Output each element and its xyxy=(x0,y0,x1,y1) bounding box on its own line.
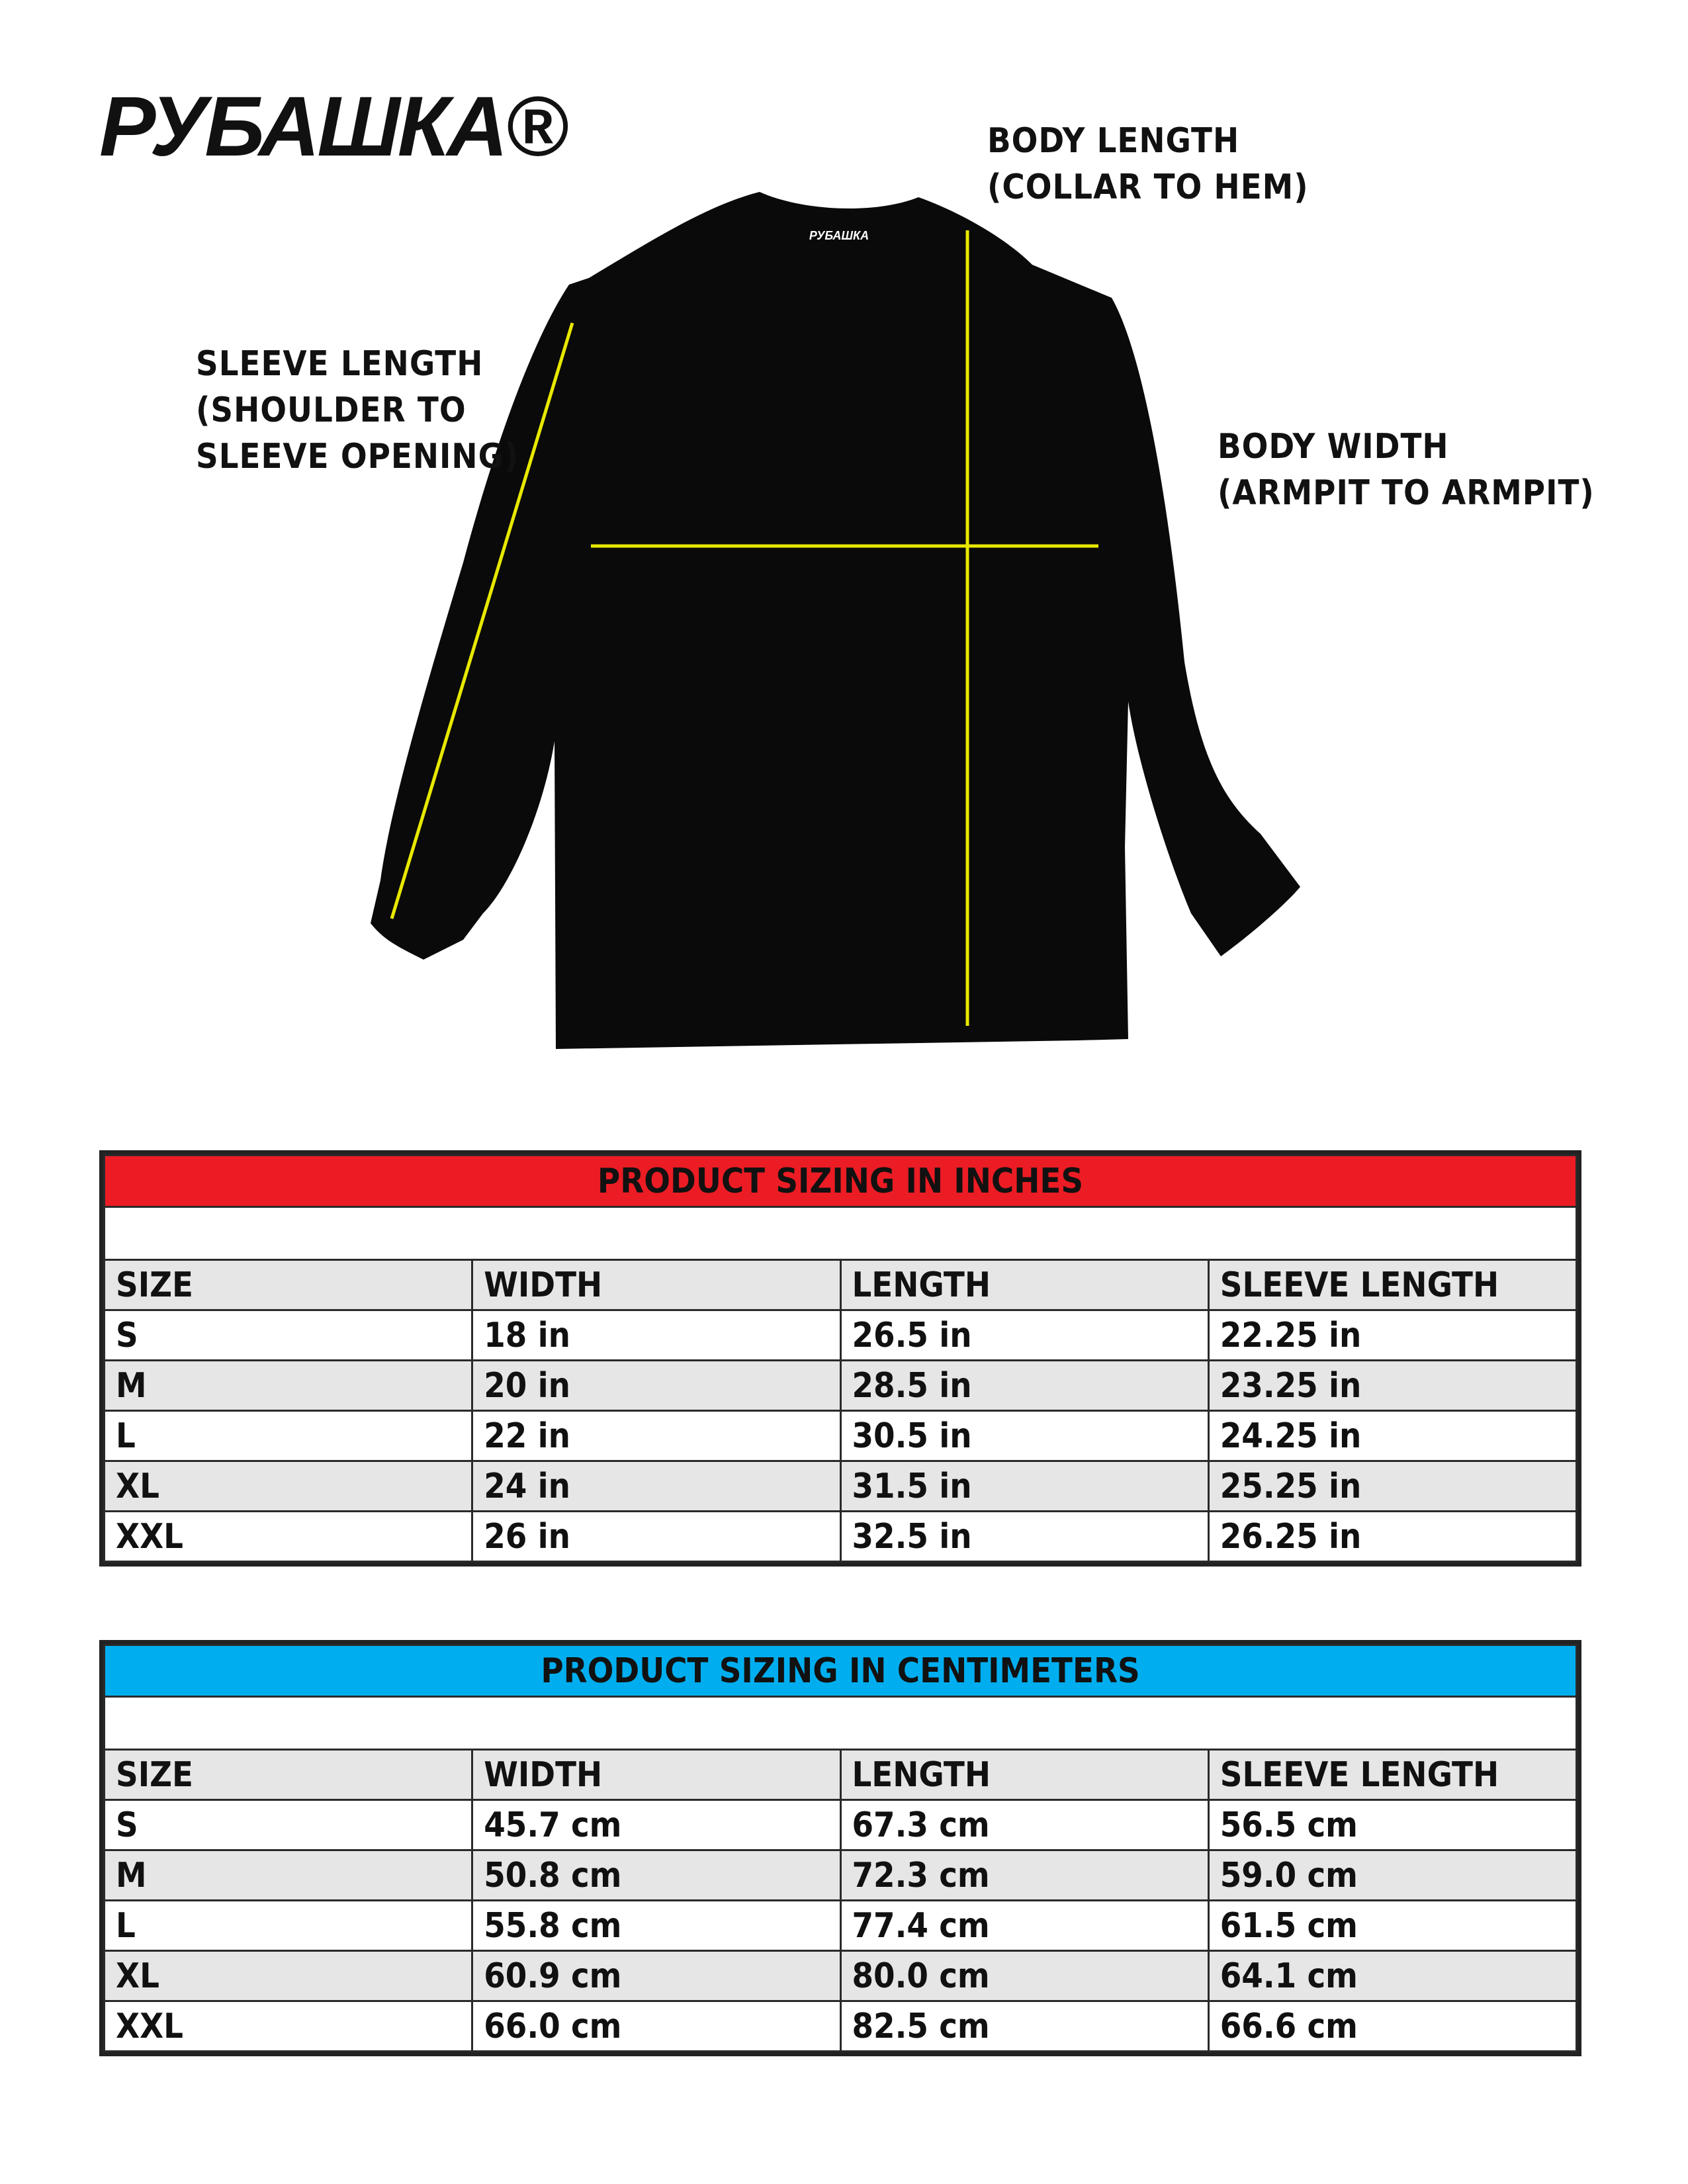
sleeve-cell: 59.0 cm xyxy=(1208,1850,1576,1901)
table-row xyxy=(105,1850,1577,1901)
width-cell: 45.7 cm xyxy=(472,1800,840,1850)
sleeve-cell: 26.25 in xyxy=(1208,1512,1576,1562)
sleeve-cell: 61.5 cm xyxy=(1208,1901,1576,1951)
table-row xyxy=(105,1310,1577,1361)
length-cell: 28.5 in xyxy=(840,1361,1208,1411)
table-row xyxy=(105,1461,1577,1512)
sleeve-cell: 22.25 in xyxy=(1208,1310,1576,1361)
width-cell: 66.0 cm xyxy=(472,2001,840,2052)
body-length-label xyxy=(987,118,1309,210)
width-cell: 26 in xyxy=(472,1512,840,1562)
width-cell: 20 in xyxy=(472,1361,840,1411)
size-cell: XXL xyxy=(105,2001,472,2052)
length-cell: 67.3 cm xyxy=(840,1800,1208,1850)
size-cell: XL xyxy=(105,1951,472,2001)
width-cell: 50.8 cm xyxy=(472,1850,840,1901)
sleeve-cell: 24.25 in xyxy=(1208,1411,1576,1461)
table-row xyxy=(105,1512,1577,1562)
brand-logo: РУБАШКА® xyxy=(99,79,566,174)
sleeve-cell: 66.6 cm xyxy=(1208,2001,1576,2052)
table-row xyxy=(105,2001,1577,2052)
width-cell: 18 in xyxy=(472,1310,840,1361)
size-cell: S xyxy=(105,1800,472,1850)
col-header-width: WIDTH xyxy=(472,1750,840,1800)
length-cell: 31.5 in xyxy=(840,1461,1208,1512)
sleeve-length-title: SLEEVE LENGTH xyxy=(196,344,484,384)
width-cell: 55.8 cm xyxy=(472,1901,840,1951)
body-length-note: (COLLAR TO HEM) xyxy=(987,167,1309,207)
inches-header-row xyxy=(105,1260,1577,1310)
table-row xyxy=(105,1800,1577,1850)
body-length-title: BODY LENGTH xyxy=(987,121,1240,161)
centimeters-spacer-row xyxy=(105,1697,1577,1750)
body-width-note: (ARMPIT TO ARMPIT) xyxy=(1218,473,1595,513)
sleeve-length-note-1: (SHOULDER TO xyxy=(196,390,466,430)
inches-table xyxy=(99,1150,1581,1567)
size-cell: M xyxy=(105,1850,472,1901)
col-header-size: SIZE xyxy=(105,1260,472,1310)
size-cell: S xyxy=(105,1310,472,1361)
width-cell: 24 in xyxy=(472,1461,840,1512)
size-cell: M xyxy=(105,1361,472,1411)
body-width-title: BODY WIDTH xyxy=(1218,427,1449,467)
length-cell: 32.5 in xyxy=(840,1512,1208,1562)
col-header-sleeve-length: SLEEVE LENGTH xyxy=(1208,1750,1576,1800)
col-header-length: LENGTH xyxy=(840,1750,1208,1800)
sleeve-length-note-2: SLEEVE OPENING) xyxy=(196,437,519,477)
size-cell: XXL xyxy=(105,1512,472,1562)
size-cell: L xyxy=(105,1901,472,1951)
length-cell: 26.5 in xyxy=(840,1310,1208,1361)
length-cell: 72.3 cm xyxy=(840,1850,1208,1901)
col-header-size: SIZE xyxy=(105,1750,472,1800)
size-cell: L xyxy=(105,1411,472,1461)
centimeters-table xyxy=(99,1640,1581,2056)
sleeve-cell: 25.25 in xyxy=(1208,1461,1576,1512)
centimeters-header-row xyxy=(105,1750,1577,1800)
sleeve-cell: 64.1 cm xyxy=(1208,1951,1576,2001)
collar-tag: РУБАШКА xyxy=(809,229,869,242)
col-header-width: WIDTH xyxy=(472,1260,840,1310)
length-cell: 80.0 cm xyxy=(840,1951,1208,2001)
table-row xyxy=(105,1411,1577,1461)
length-cell: 82.5 cm xyxy=(840,2001,1208,2052)
inches-table-title: PRODUCT SIZING IN INCHES xyxy=(105,1156,1577,1207)
table-row xyxy=(105,1951,1577,2001)
inches-spacer-row xyxy=(105,1207,1577,1260)
col-header-sleeve-length: SLEEVE LENGTH xyxy=(1208,1260,1576,1310)
table-row xyxy=(105,1361,1577,1411)
width-cell: 60.9 cm xyxy=(472,1951,840,2001)
table-row xyxy=(105,1901,1577,1951)
length-cell: 30.5 in xyxy=(840,1411,1208,1461)
body-width-label xyxy=(1218,424,1595,516)
length-cell: 77.4 cm xyxy=(840,1901,1208,1951)
centimeters-table-title: PRODUCT SIZING IN CENTIMETERS xyxy=(105,1645,1577,1697)
sleeve-cell: 23.25 in xyxy=(1208,1361,1576,1411)
col-header-length: LENGTH xyxy=(840,1260,1208,1310)
sleeve-length-label xyxy=(196,341,519,480)
longsleeve-shirt xyxy=(371,192,1300,1049)
width-cell: 22 in xyxy=(472,1411,840,1461)
sleeve-cell: 56.5 cm xyxy=(1208,1800,1576,1850)
size-cell: XL xyxy=(105,1461,472,1512)
